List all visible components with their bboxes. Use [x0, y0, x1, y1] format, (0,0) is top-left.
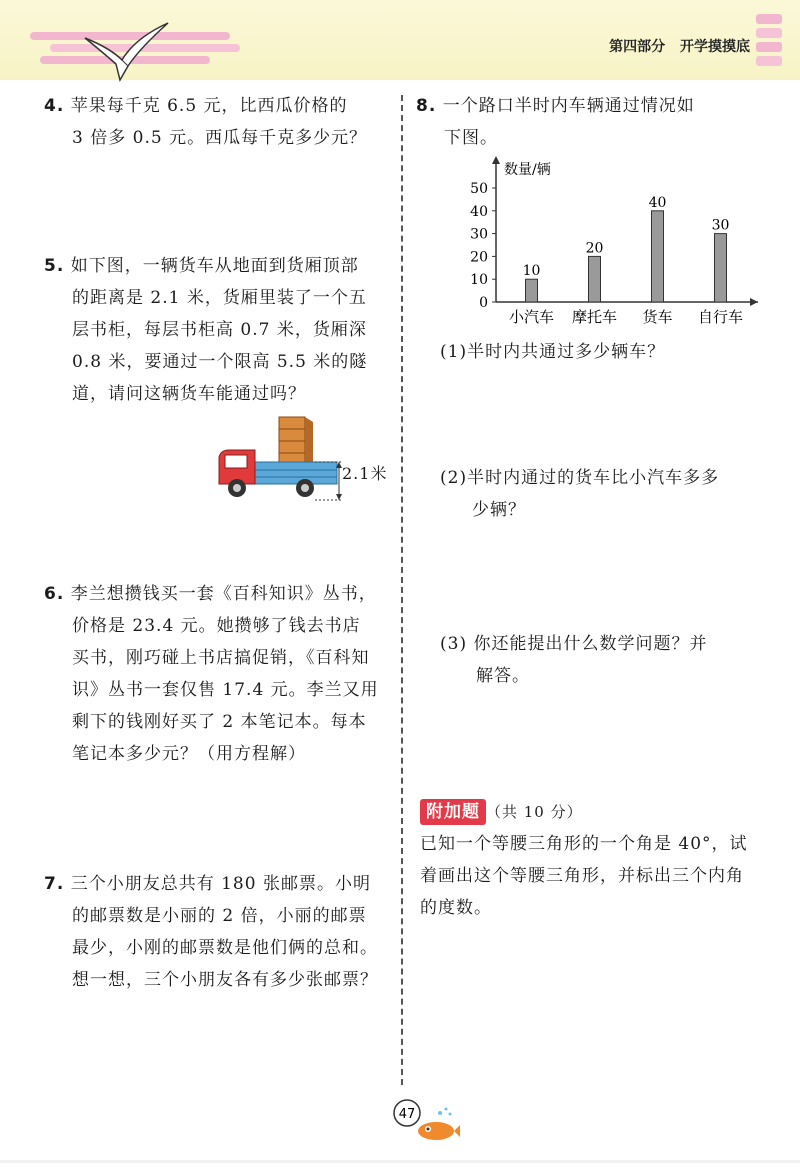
question-text: 3 倍多 0.5 元。西瓜每千克多少元？ [72, 128, 368, 148]
question-text: 如下图，一辆货车从地面到货厢顶部 [70, 256, 359, 276]
header-section: 第四部分 [609, 39, 666, 55]
question-text: 0.8 米，要通过一个限高 5.5 米的隧 [72, 352, 368, 372]
question-text: 三个小朋友总共有 180 张邮票。小明 [70, 874, 371, 894]
question-text: 买书，刚巧碰上书店搞促销，《百科知 [72, 648, 370, 668]
question-text: 最少，小刚的邮票数是他们俩的总和。 [72, 938, 378, 958]
question-number: 6. [44, 584, 65, 604]
pink-tab-decoration [756, 14, 782, 66]
x-category-label: 货车 [642, 308, 673, 326]
bar-value-label: 10 [522, 263, 541, 280]
bar-value-label: 20 [585, 240, 604, 257]
chart-ylabel: 数量/辆 [504, 162, 551, 178]
submarine-fish-icon [410, 1105, 460, 1143]
y-tick-label: 30 [470, 226, 488, 243]
bar [715, 234, 727, 302]
question-text: 下图。 [444, 128, 498, 148]
question-text: 的距离是 2.1 米，货厢里装了一个五 [72, 288, 367, 308]
y-tick-label: 20 [470, 249, 488, 266]
question-6 [44, 578, 394, 770]
question-text: 剩下的钱刚好买了 2 本笔记本。每本 [72, 712, 367, 732]
question-text: (3) 你还能提出什么数学问题？并 [440, 634, 708, 654]
question-text: 层书柜，每层书柜高 0.7 米，货厢深 [72, 320, 367, 340]
y-tick-label: 50 [470, 181, 488, 197]
question-text: 苹果每千克 6.5 元，比西瓜价格的 [70, 96, 348, 116]
question-text: 已知一个等腰三角形的一个角是 40°，试 [420, 834, 748, 854]
question-number: 7. [44, 874, 65, 894]
question-8-part-1: (1)半时内共通过多少辆车？ [440, 342, 666, 362]
y-tick-label: 40 [470, 203, 488, 220]
question-8 [416, 90, 766, 154]
question-text: 道，请问这辆货车能通过吗？ [72, 384, 306, 404]
bar [652, 211, 664, 302]
bar [589, 256, 601, 302]
question-4 [44, 90, 394, 154]
question-8-part-2 [440, 462, 790, 526]
question-text: (2)半时内通过的货车比小汽车多多 [440, 468, 720, 488]
question-number: 5. [44, 256, 65, 276]
extra-question-badge: 附加题 [420, 799, 486, 825]
column-divider [401, 95, 403, 1085]
question-8-part-3 [440, 628, 790, 692]
x-category-label: 自行车 [697, 308, 744, 326]
bar-value-label: 30 [711, 217, 730, 234]
question-text: 少辆？ [472, 500, 526, 520]
page-bottom-edge [0, 1160, 800, 1163]
page-header [0, 0, 800, 80]
question-text: 识》丛书一套仅售 17.4 元。李兰又用 [72, 680, 379, 700]
question-text: 李兰想攒钱买一套《百科知识》丛书， [70, 584, 377, 604]
question-text: 的度数。 [420, 898, 492, 918]
question-text: 一个路口半时内车辆通过情况如 [442, 96, 695, 116]
y-axis-arrow-icon [492, 156, 500, 164]
bar-chart [448, 150, 768, 330]
truck-height-label: 2.1米 [342, 464, 388, 483]
bar-value-label: 40 [648, 194, 667, 211]
header-title-text: 开学摸摸底 [680, 39, 750, 55]
y-tick-label: 10 [470, 272, 488, 289]
bar [526, 279, 538, 302]
extra-question-score: （共 10 分） [486, 803, 583, 821]
question-number: 4. [44, 96, 65, 116]
question-text: 价格是 23.4 元。她攒够了钱去书店 [72, 616, 361, 636]
question-text: 的邮票数是小丽的 2 倍，小丽的邮票 [72, 906, 367, 926]
truck-illustration [215, 412, 395, 507]
extra-question [420, 796, 780, 924]
x-category-label: 摩托车 [571, 308, 618, 326]
question-text: 笔记本多少元？（用方程解） [72, 744, 306, 764]
question-text: 着画出这个等腰三角形，并标出三个内角 [420, 866, 744, 886]
question-7 [44, 868, 394, 996]
question-text: 解答。 [476, 666, 530, 686]
y-tick-label: 0 [479, 295, 488, 311]
question-number: 8. [416, 96, 437, 116]
seagull-icon [80, 18, 170, 88]
x-axis-arrow-icon [750, 298, 758, 306]
question-5 [44, 250, 394, 410]
page-number: 47 [398, 1107, 416, 1122]
header-title [599, 36, 750, 56]
x-category-label: 小汽车 [508, 308, 555, 326]
question-text: 想一想，三个小朋友各有多少张邮票？ [72, 970, 378, 990]
